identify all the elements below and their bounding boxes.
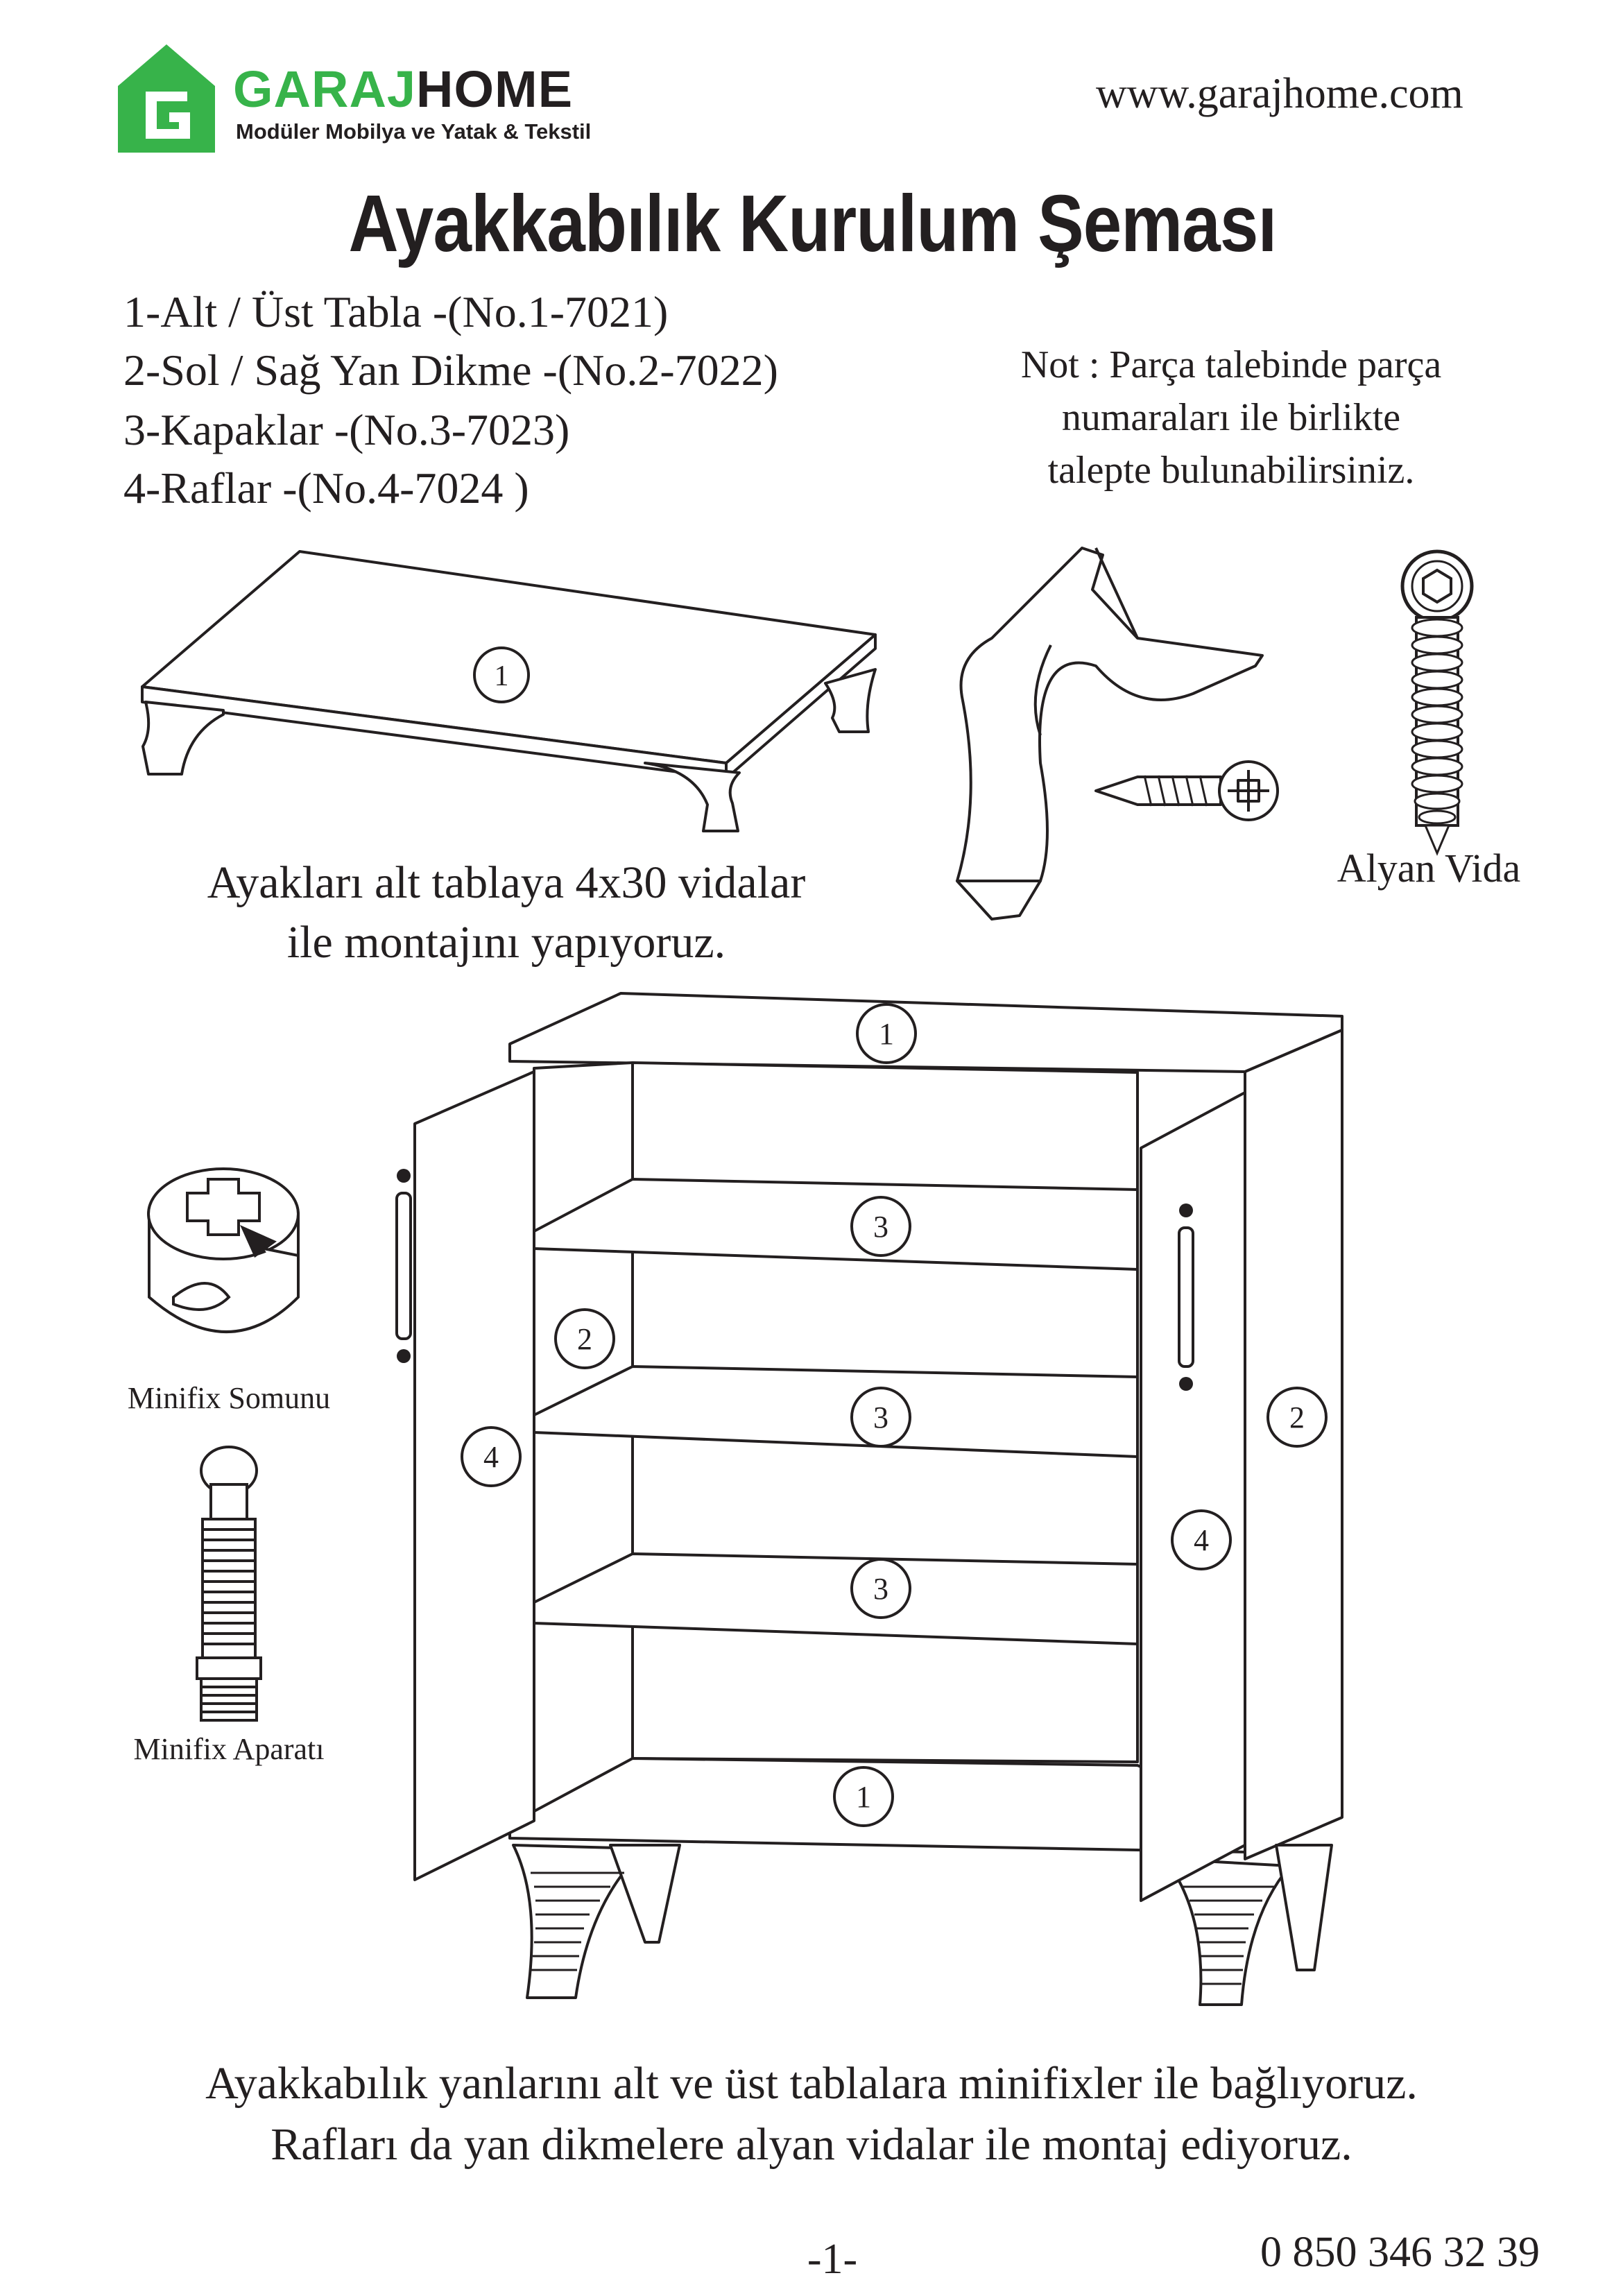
step2-line-1: Ayakkabılık yanlarını alt ve üst tablalara minifixler ile bağlıyoruz. — [205, 2058, 1418, 2109]
part-line-4: 4-Raflar -(No.4-7024 ) — [123, 463, 529, 513]
note-line-3: talepte bulunabilirsiniz. — [1047, 449, 1415, 492]
alyan-screw-label: Alyan Vida — [1337, 846, 1521, 891]
step1-line-2: ile montajını yapıyoruz. — [286, 917, 726, 968]
callout-shelf-2: 3 — [873, 1400, 888, 1434]
part-line-2: 2-Sol / Sağ Yan Dikme -(No.2-7022) — [123, 345, 778, 395]
callout-base: 1 — [494, 660, 509, 692]
callout-door-left: 4 — [483, 1440, 499, 1474]
part-line-1: 1-Alt / Üst Tabla -(No.1-7021) — [123, 287, 669, 336]
callout-bottom: 1 — [856, 1780, 871, 1814]
step2-line-2: Rafları da yan dikmelere alyan vidalar ile montaj ediyoruz. — [270, 2119, 1352, 2170]
callout-side-right: 2 — [1289, 1400, 1305, 1434]
minifix-bolt-label: Minifix Aparatı — [133, 1732, 325, 1766]
callout-door-right: 4 — [1194, 1523, 1209, 1557]
brand-name-dark: HOME — [416, 60, 574, 118]
part-line-3: 3-Kapaklar -(No.3-7023) — [123, 405, 570, 454]
phone-number: 0 850 346 32 39 — [1260, 2229, 1540, 2276]
brand-tagline: Modüler Mobilya ve Yatak & Tekstil — [236, 119, 592, 144]
callout-top: 1 — [879, 1017, 894, 1051]
minifix-cam-label: Minifix Somunu — [127, 1381, 331, 1415]
page-number: -1- — [807, 2236, 858, 2283]
note-line-2: numaraları ile birlikte — [1061, 396, 1401, 439]
callout-shelf-3: 3 — [873, 1572, 888, 1606]
callout-shelf-1: 3 — [873, 1210, 888, 1244]
website-url: www.garajhome.com — [1096, 70, 1463, 117]
brand-name-green: GARAJ — [233, 60, 417, 118]
step2-caption — [69, 2053, 1554, 2175]
page-title: Ayakkabılık Kurulum Şeması — [348, 178, 1277, 268]
note-line-1: Not : Parça talebinde parça — [1020, 343, 1442, 386]
step1-line-1: Ayakları alt tablaya 4x30 vidalar — [207, 857, 806, 908]
callout-side-left: 2 — [577, 1322, 592, 1356]
